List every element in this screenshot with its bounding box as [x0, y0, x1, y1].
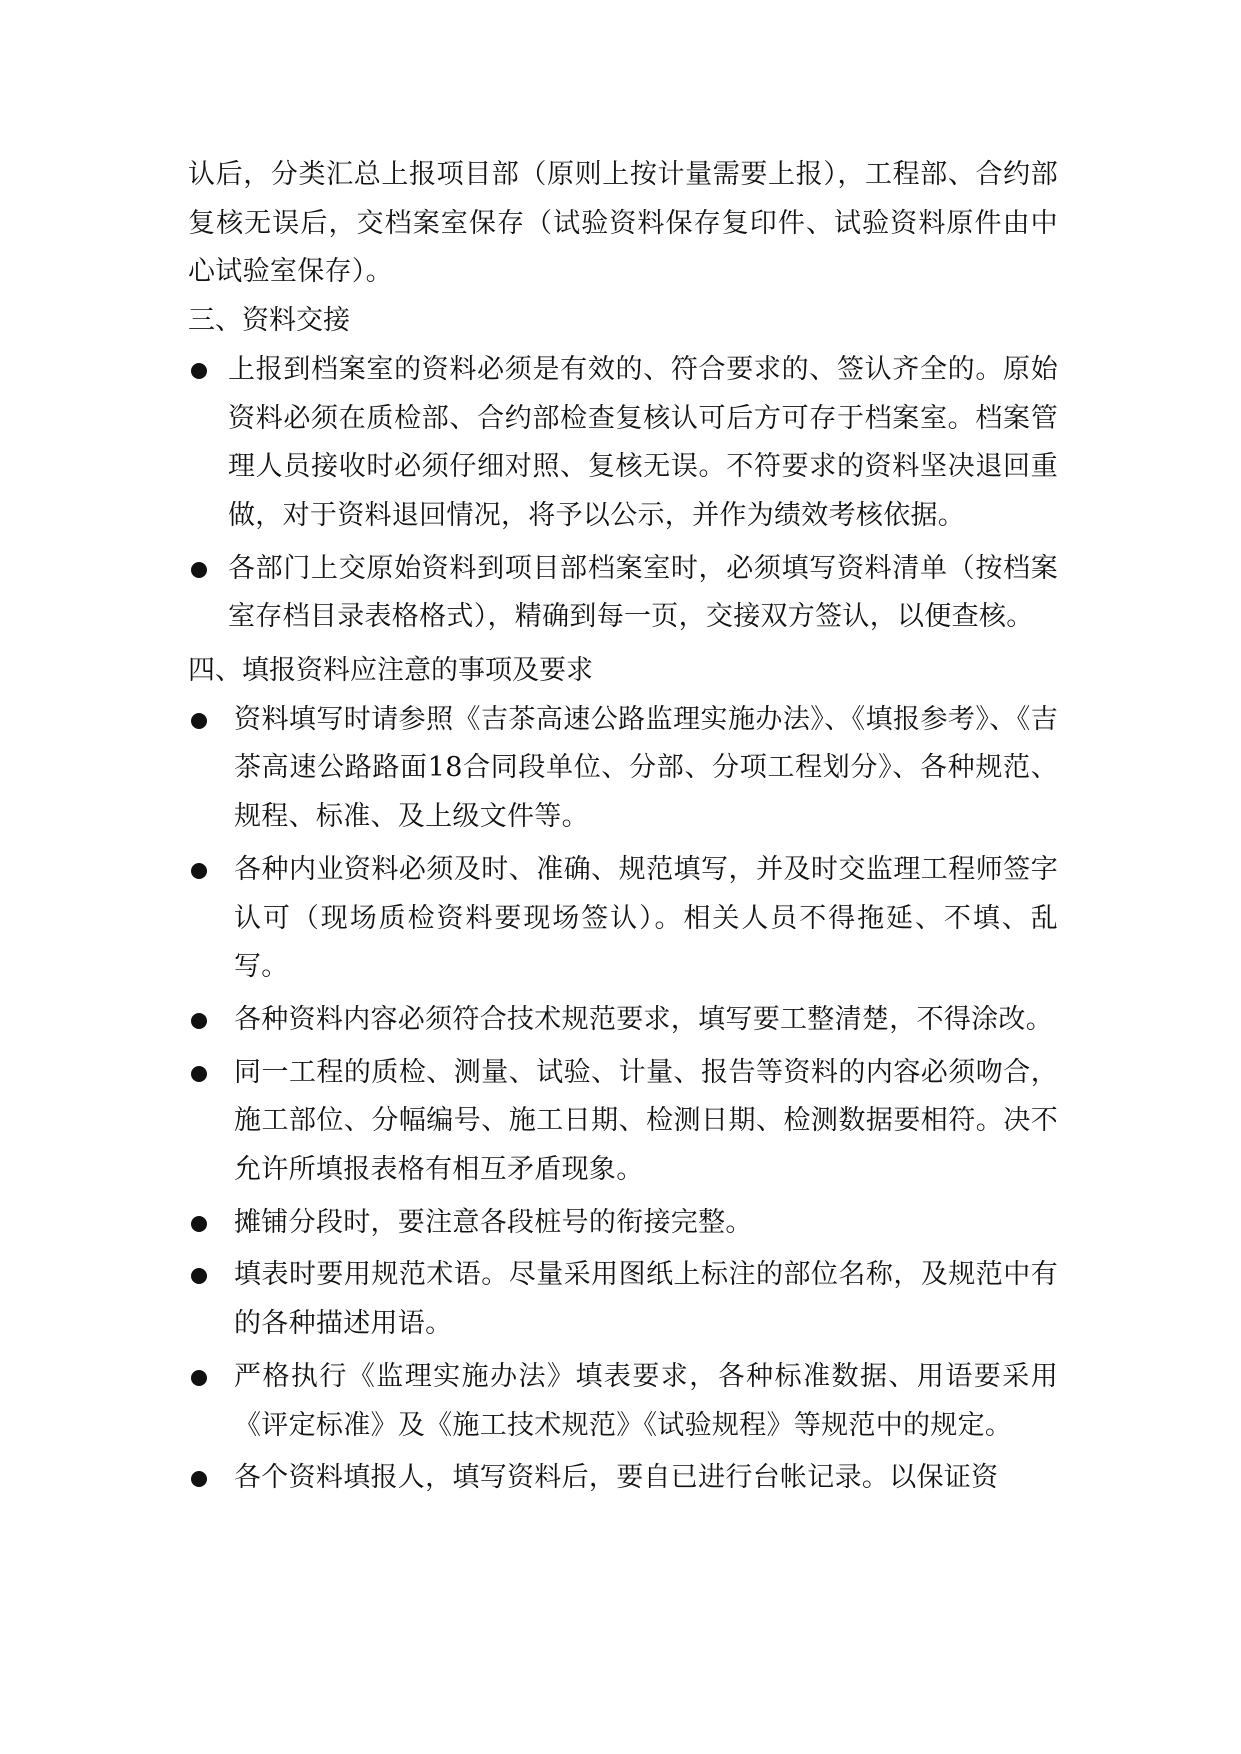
list-item-text: 各个资料填报人，填写资料后，要自已进行台帐记录。以保证资 — [234, 1462, 999, 1494]
bullet-icon — [191, 1471, 207, 1487]
list-item — [188, 1353, 1058, 1450]
bullet-icon — [191, 1013, 207, 1029]
list-item-text: 资料填写时请参照《吉茶高速公路监理实施办法》、《填报参考》、《吉茶高速公路路面18合同段单位、分部、分项工程划分》、各种规范、规程、标准、及上级文件等。 — [234, 703, 1058, 833]
document-body — [188, 151, 1058, 1507]
bullet-icon — [191, 1216, 207, 1232]
list-item — [188, 846, 1058, 992]
section-3-heading: 三、资料交接 — [188, 305, 350, 337]
list-item-text: 上报到档案室的资料必须是有效的、符合要求的、签认齐全的。原始资料必须在质检部、合约部检查复核认可后方可存于档案室。档案管理人员接收时必须仔细对照、复核无误。不符要求的资料坚决退回重做，对于资料退回情况，将予以公示，并作为绩效考核依据。 — [228, 353, 1058, 531]
intro-paragraph — [188, 151, 1058, 297]
list-item-text: 严格执行《监理实施办法》填表要求，各种标准数据、用语要采用《评定标准》及《施工技术规范》《试验规程》等规范中的规定。 — [234, 1360, 1058, 1441]
intro-text: 认后，分类汇总上报项目部（原则上按计量需要上报），工程部、合约部复核无误后，交档案室保存（试验资料保存复印件、试验资料原件由中心试验室保存）。 — [188, 159, 1058, 288]
list-item — [188, 996, 1058, 1045]
list-item — [188, 545, 1058, 642]
bullet-icon — [191, 1268, 207, 1284]
list-item — [188, 1454, 1058, 1503]
bullet-icon — [191, 363, 207, 379]
list-item — [188, 696, 1058, 842]
bullet-icon — [191, 1066, 207, 1082]
list-item — [188, 1251, 1058, 1348]
list-item-text: 填表时要用规范术语。尽量采用图纸上标注的部位名称，及规范中有的各种描述用语。 — [234, 1259, 1058, 1340]
bullet-icon — [191, 562, 207, 578]
list-item-text: 各种内业资料必须及时、准确、规范填写，并及时交监理工程师签字认可（现场质检资料要现场签认）。相关人员不得拖延、不填、乱写。 — [234, 853, 1058, 983]
list-item-text: 摊铺分段时，要注意各段桩号的衔接完整。 — [234, 1206, 753, 1238]
section-4-list — [188, 696, 1058, 1503]
section-3-list — [188, 346, 1058, 642]
bullet-icon — [191, 713, 207, 729]
list-item — [188, 1049, 1058, 1195]
list-item-text: 各部门上交原始资料到项目部档案室时，必须填写资料清单（按档案室存档目录表格格式），精确到每一页，交接双方签认，以便查核。 — [228, 552, 1058, 633]
bullet-icon — [191, 1370, 207, 1386]
list-item-text: 各种资料内容必须符合技术规范要求，填写要工整清楚，不得涂改。 — [234, 1003, 1053, 1035]
bullet-icon — [191, 863, 207, 879]
list-item — [188, 1199, 1058, 1248]
section-4-heading: 四、填报资料应注意的事项及要求 — [188, 655, 593, 687]
list-item-text: 同一工程的质检、测量、试验、计量、报告等资料的内容必须吻合，施工部位、分幅编号、施工日期、检测日期、检测数据要相符。决不允许所填报表格有相互矛盾现象。 — [234, 1056, 1058, 1186]
list-item — [188, 346, 1058, 541]
